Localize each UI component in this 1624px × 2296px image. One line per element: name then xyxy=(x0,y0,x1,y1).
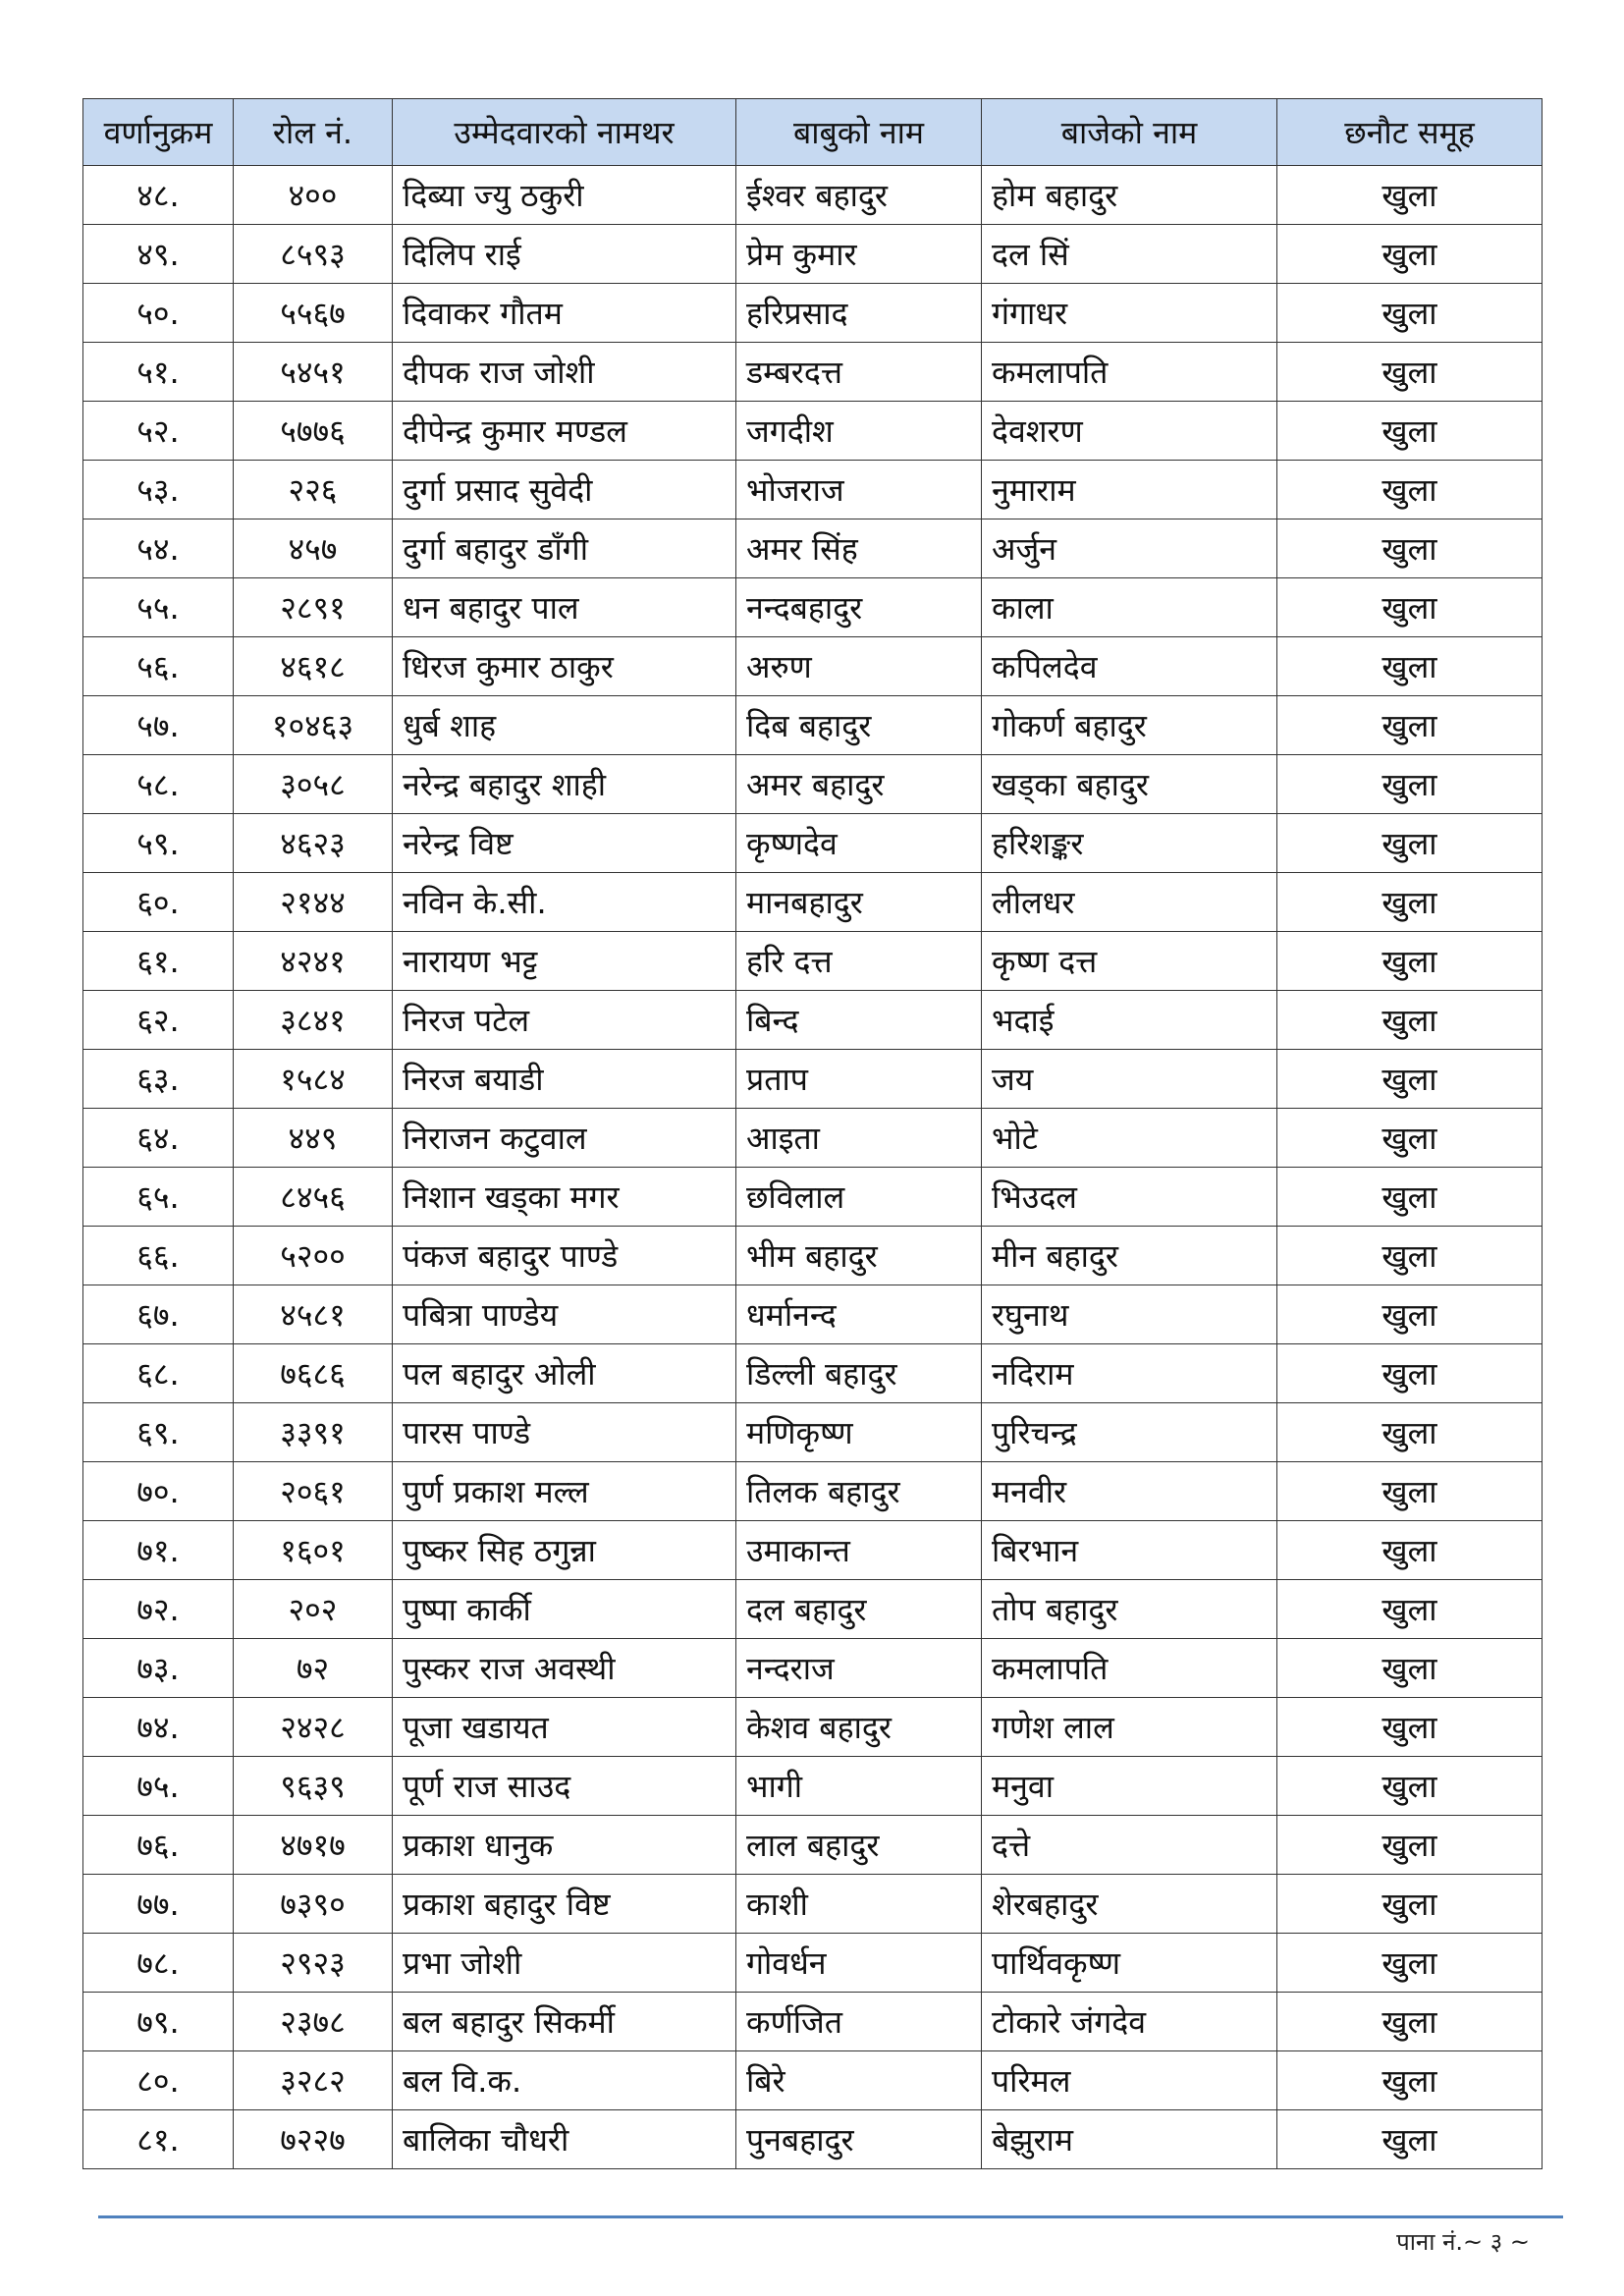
cell-father-name: केशव बहादुर xyxy=(736,1698,982,1757)
cell-roll: ४६२३ xyxy=(234,814,393,873)
cell-serial: ५०. xyxy=(83,284,234,343)
cell-serial: ५२. xyxy=(83,402,234,461)
cell-group: खुला xyxy=(1277,1227,1543,1285)
cell-candidate-name: पल बहादुर ओली xyxy=(393,1344,736,1403)
cell-father-name: नन्दबहादुर xyxy=(736,578,982,637)
cell-candidate-name: बल बहादुर सिकर्मी xyxy=(393,1993,736,2051)
table-row xyxy=(83,461,1543,519)
cell-candidate-name: दिवाकर गौतम xyxy=(393,284,736,343)
cell-group: खुला xyxy=(1277,1168,1543,1227)
cell-grandfather-name: मनवीर xyxy=(982,1462,1277,1521)
cell-roll: ५४५१ xyxy=(234,343,393,402)
cell-candidate-name: प्रभा जोशी xyxy=(393,1934,736,1993)
cell-serial: ८१. xyxy=(83,2110,234,2169)
cell-serial: ६९. xyxy=(83,1403,234,1462)
table-row xyxy=(83,1521,1543,1580)
cell-grandfather-name: गंगाधर xyxy=(982,284,1277,343)
table-row xyxy=(83,1580,1543,1639)
cell-group: खुला xyxy=(1277,637,1543,696)
cell-serial: ७२. xyxy=(83,1580,234,1639)
table-header xyxy=(83,99,1543,166)
cell-roll: ३२८२ xyxy=(234,2051,393,2110)
cell-grandfather-name: पुरिचन्द्र xyxy=(982,1403,1277,1462)
cell-father-name: छविलाल xyxy=(736,1168,982,1227)
cell-roll: ९६३९ xyxy=(234,1757,393,1816)
cell-grandfather-name: मीन बहादुर xyxy=(982,1227,1277,1285)
cell-serial: ७६. xyxy=(83,1816,234,1875)
table-row xyxy=(83,1403,1543,1462)
cell-serial: ८०. xyxy=(83,2051,234,2110)
cell-candidate-name: पारस पाण्डे xyxy=(393,1403,736,1462)
cell-candidate-name: नविन के.सी. xyxy=(393,873,736,932)
cell-father-name: काशी xyxy=(736,1875,982,1934)
cell-roll: ५२०० xyxy=(234,1227,393,1285)
cell-roll: ३०५८ xyxy=(234,755,393,814)
table-row xyxy=(83,755,1543,814)
cell-serial: ६७. xyxy=(83,1285,234,1344)
cell-serial: ६०. xyxy=(83,873,234,932)
cell-roll: ७३९० xyxy=(234,1875,393,1934)
cell-roll: ५७७६ xyxy=(234,402,393,461)
table-row xyxy=(83,1757,1543,1816)
table-row xyxy=(83,343,1543,402)
cell-roll: १६०१ xyxy=(234,1521,393,1580)
cell-candidate-name: दिब्या ज्यु ठकुरी xyxy=(393,166,736,225)
table-row xyxy=(83,637,1543,696)
table-row xyxy=(83,1698,1543,1757)
header-serial: वर्णानुक्रम xyxy=(83,99,234,166)
cell-group: खुला xyxy=(1277,755,1543,814)
table-row xyxy=(83,1168,1543,1227)
results-table xyxy=(82,98,1543,2169)
cell-group: खुला xyxy=(1277,932,1543,991)
cell-candidate-name: नरेन्द्र बहादुर शाही xyxy=(393,755,736,814)
cell-roll: ४४९ xyxy=(234,1109,393,1168)
cell-candidate-name: प्रकाश धानुक xyxy=(393,1816,736,1875)
cell-grandfather-name: काला xyxy=(982,578,1277,637)
cell-father-name: नन्दराज xyxy=(736,1639,982,1698)
cell-serial: ५६. xyxy=(83,637,234,696)
cell-roll: २४२८ xyxy=(234,1698,393,1757)
table-row xyxy=(83,991,1543,1050)
cell-father-name: हरिप्रसाद xyxy=(736,284,982,343)
table-row xyxy=(83,225,1543,284)
cell-candidate-name: धिरज कुमार ठाकुर xyxy=(393,637,736,696)
table-row xyxy=(83,284,1543,343)
cell-candidate-name: पूजा खडायत xyxy=(393,1698,736,1757)
table-row xyxy=(83,814,1543,873)
cell-candidate-name: दुर्गा बहादुर डाँगी xyxy=(393,519,736,578)
cell-father-name: प्रताप xyxy=(736,1050,982,1109)
cell-candidate-name: नरेन्द्र विष्ट xyxy=(393,814,736,873)
cell-father-name: डिल्ली बहादुर xyxy=(736,1344,982,1403)
cell-grandfather-name: तोप बहादुर xyxy=(982,1580,1277,1639)
cell-group: खुला xyxy=(1277,284,1543,343)
cell-grandfather-name: दल सिं xyxy=(982,225,1277,284)
cell-grandfather-name: बिरभान xyxy=(982,1521,1277,1580)
cell-father-name: भोजराज xyxy=(736,461,982,519)
cell-group: खुला xyxy=(1277,1403,1543,1462)
header-father-name: बाबुको नाम xyxy=(736,99,982,166)
cell-father-name: प्रेम कुमार xyxy=(736,225,982,284)
cell-serial: ७५. xyxy=(83,1757,234,1816)
cell-serial: ६८. xyxy=(83,1344,234,1403)
cell-group: खुला xyxy=(1277,1698,1543,1757)
cell-grandfather-name: मनुवा xyxy=(982,1757,1277,1816)
table-row xyxy=(83,1639,1543,1698)
cell-group: खुला xyxy=(1277,461,1543,519)
cell-candidate-name: पबित्रा पाण्डेय xyxy=(393,1285,736,1344)
cell-candidate-name: दिलिप राई xyxy=(393,225,736,284)
cell-group: खुला xyxy=(1277,1757,1543,1816)
cell-roll: ८५९३ xyxy=(234,225,393,284)
cell-father-name: आइता xyxy=(736,1109,982,1168)
cell-roll: ४७१७ xyxy=(234,1816,393,1875)
cell-roll: ७६८६ xyxy=(234,1344,393,1403)
cell-group: खुला xyxy=(1277,1521,1543,1580)
cell-roll: २०२ xyxy=(234,1580,393,1639)
cell-father-name: धर्मानन्द xyxy=(736,1285,982,1344)
table-row xyxy=(83,166,1543,225)
cell-serial: ७९. xyxy=(83,1993,234,2051)
cell-father-name: मानबहादुर xyxy=(736,873,982,932)
cell-group: खुला xyxy=(1277,1934,1543,1993)
footer-divider xyxy=(98,2215,1563,2218)
cell-grandfather-name: परिमल xyxy=(982,2051,1277,2110)
cell-father-name: गोवर्धन xyxy=(736,1934,982,1993)
cell-father-name: हरि दत्त xyxy=(736,932,982,991)
cell-candidate-name: बल वि.क. xyxy=(393,2051,736,2110)
cell-grandfather-name: कमलापति xyxy=(982,1639,1277,1698)
cell-serial: ६२. xyxy=(83,991,234,1050)
cell-group: खुला xyxy=(1277,1639,1543,1698)
table-row xyxy=(83,1050,1543,1109)
cell-roll: ४५७ xyxy=(234,519,393,578)
cell-serial: ७८. xyxy=(83,1934,234,1993)
cell-group: खुला xyxy=(1277,873,1543,932)
cell-roll: ७२२७ xyxy=(234,2110,393,2169)
cell-father-name: डम्बरदत्त xyxy=(736,343,982,402)
cell-group: खुला xyxy=(1277,225,1543,284)
table-row xyxy=(83,873,1543,932)
cell-grandfather-name: टोकारे जंगदेव xyxy=(982,1993,1277,2051)
cell-grandfather-name: शेरबहादुर xyxy=(982,1875,1277,1934)
cell-roll: २३७८ xyxy=(234,1993,393,2051)
cell-serial: ५७. xyxy=(83,696,234,755)
header-candidate-name: उम्मेदवारको नामथर xyxy=(393,99,736,166)
cell-roll: २१४४ xyxy=(234,873,393,932)
cell-serial: ५१. xyxy=(83,343,234,402)
table-row xyxy=(83,1934,1543,1993)
cell-roll: ४०० xyxy=(234,166,393,225)
cell-father-name: बिन्द xyxy=(736,991,982,1050)
cell-candidate-name: बालिका चौधरी xyxy=(393,2110,736,2169)
cell-grandfather-name: नदिराम xyxy=(982,1344,1277,1403)
cell-roll: १०४६३ xyxy=(234,696,393,755)
header-grandfather-name: बाजेको नाम xyxy=(982,99,1277,166)
cell-group: खुला xyxy=(1277,1344,1543,1403)
cell-serial: ६६. xyxy=(83,1227,234,1285)
cell-group: खुला xyxy=(1277,1580,1543,1639)
cell-roll: १५८४ xyxy=(234,1050,393,1109)
cell-father-name: अमर बहादुर xyxy=(736,755,982,814)
cell-father-name: कृष्णदेव xyxy=(736,814,982,873)
table-row xyxy=(83,578,1543,637)
cell-grandfather-name: बेझुराम xyxy=(982,2110,1277,2169)
cell-grandfather-name: खड्का बहादुर xyxy=(982,755,1277,814)
cell-candidate-name: निरज पटेल xyxy=(393,991,736,1050)
cell-serial: ५५. xyxy=(83,578,234,637)
table-row xyxy=(83,1344,1543,1403)
cell-serial: ५३. xyxy=(83,461,234,519)
table-row xyxy=(83,696,1543,755)
cell-grandfather-name: हरिशङ्कर xyxy=(982,814,1277,873)
cell-serial: ७३. xyxy=(83,1639,234,1698)
cell-group: खुला xyxy=(1277,696,1543,755)
cell-grandfather-name: भिउदल xyxy=(982,1168,1277,1227)
table-row xyxy=(83,1227,1543,1285)
cell-father-name: ईश्वर बहादुर xyxy=(736,166,982,225)
cell-group: खुला xyxy=(1277,578,1543,637)
cell-grandfather-name: अर्जुन xyxy=(982,519,1277,578)
cell-serial: ५८. xyxy=(83,755,234,814)
cell-father-name: पुनबहादुर xyxy=(736,2110,982,2169)
table-row xyxy=(83,1875,1543,1934)
cell-serial: ६१. xyxy=(83,932,234,991)
cell-roll: ८४५६ xyxy=(234,1168,393,1227)
cell-group: खुला xyxy=(1277,2110,1543,2169)
cell-roll: २२६ xyxy=(234,461,393,519)
cell-grandfather-name: होम बहादुर xyxy=(982,166,1277,225)
cell-roll: ७२ xyxy=(234,1639,393,1698)
cell-grandfather-name: कृष्ण दत्त xyxy=(982,932,1277,991)
cell-grandfather-name: कपिलदेव xyxy=(982,637,1277,696)
cell-candidate-name: प्रकाश बहादुर विष्ट xyxy=(393,1875,736,1934)
cell-roll: ४६१८ xyxy=(234,637,393,696)
cell-grandfather-name: कमलापति xyxy=(982,343,1277,402)
header-roll: रोल नं. xyxy=(234,99,393,166)
cell-father-name: कर्णजित xyxy=(736,1993,982,2051)
cell-father-name: लाल बहादुर xyxy=(736,1816,982,1875)
cell-roll: ३८४१ xyxy=(234,991,393,1050)
cell-candidate-name: पुष्कर सिह ठगुन्ना xyxy=(393,1521,736,1580)
cell-roll: २९२३ xyxy=(234,1934,393,1993)
header-row xyxy=(83,99,1543,166)
cell-group: खुला xyxy=(1277,166,1543,225)
cell-candidate-name: निरज बयाडी xyxy=(393,1050,736,1109)
cell-father-name: जगदीश xyxy=(736,402,982,461)
cell-father-name: भागी xyxy=(736,1757,982,1816)
cell-group: खुला xyxy=(1277,814,1543,873)
cell-group: खुला xyxy=(1277,1993,1543,2051)
cell-candidate-name: दुर्गा प्रसाद सुवेदी xyxy=(393,461,736,519)
cell-roll: २०६१ xyxy=(234,1462,393,1521)
cell-serial: ४८. xyxy=(83,166,234,225)
cell-group: खुला xyxy=(1277,402,1543,461)
page-number: पाना नं.~ ३ ~ xyxy=(1396,2228,1530,2256)
cell-candidate-name: धुर्ब शाह xyxy=(393,696,736,755)
cell-serial: ५४. xyxy=(83,519,234,578)
header-group: छनौट समूह xyxy=(1277,99,1543,166)
cell-roll: ४२४१ xyxy=(234,932,393,991)
cell-serial: ७१. xyxy=(83,1521,234,1580)
cell-grandfather-name: भोटे xyxy=(982,1109,1277,1168)
cell-candidate-name: पुस्कर राज अवस्थी xyxy=(393,1639,736,1698)
cell-serial: ४९. xyxy=(83,225,234,284)
cell-candidate-name: निशान खड्का मगर xyxy=(393,1168,736,1227)
table-row xyxy=(83,1109,1543,1168)
cell-group: खुला xyxy=(1277,991,1543,1050)
table-row xyxy=(83,1462,1543,1521)
cell-father-name: तिलक बहादुर xyxy=(736,1462,982,1521)
cell-grandfather-name: जय xyxy=(982,1050,1277,1109)
cell-group: खुला xyxy=(1277,1875,1543,1934)
cell-candidate-name: दीपेन्द्र कुमार मण्डल xyxy=(393,402,736,461)
cell-serial: ७४. xyxy=(83,1698,234,1757)
cell-grandfather-name: गोकर्ण बहादुर xyxy=(982,696,1277,755)
cell-candidate-name: पुष्पा कार्की xyxy=(393,1580,736,1639)
cell-grandfather-name: पार्थिवकृष्ण xyxy=(982,1934,1277,1993)
cell-father-name: अरुण xyxy=(736,637,982,696)
cell-roll: ३३९१ xyxy=(234,1403,393,1462)
table-row xyxy=(83,2110,1543,2169)
cell-group: खुला xyxy=(1277,1462,1543,1521)
cell-candidate-name: पुर्ण प्रकाश मल्ल xyxy=(393,1462,736,1521)
cell-candidate-name: पंकज बहादुर पाण्डे xyxy=(393,1227,736,1285)
cell-grandfather-name: दत्ते xyxy=(982,1816,1277,1875)
table-row xyxy=(83,932,1543,991)
cell-grandfather-name: रघुनाथ xyxy=(982,1285,1277,1344)
cell-serial: ६४. xyxy=(83,1109,234,1168)
cell-candidate-name: नारायण भट्ट xyxy=(393,932,736,991)
table-row xyxy=(83,2051,1543,2110)
cell-roll: ५५६७ xyxy=(234,284,393,343)
cell-group: खुला xyxy=(1277,343,1543,402)
cell-father-name: दिब बहादुर xyxy=(736,696,982,755)
cell-group: खुला xyxy=(1277,519,1543,578)
cell-group: खुला xyxy=(1277,1109,1543,1168)
cell-father-name: भीम बहादुर xyxy=(736,1227,982,1285)
cell-serial: ७७. xyxy=(83,1875,234,1934)
cell-father-name: दल बहादुर xyxy=(736,1580,982,1639)
cell-candidate-name: निराजन कटुवाल xyxy=(393,1109,736,1168)
table-row xyxy=(83,1993,1543,2051)
cell-group: खुला xyxy=(1277,1285,1543,1344)
cell-grandfather-name: गणेश लाल xyxy=(982,1698,1277,1757)
cell-serial: ५९. xyxy=(83,814,234,873)
cell-candidate-name: पूर्ण राज साउद xyxy=(393,1757,736,1816)
cell-candidate-name: दीपक राज जोशी xyxy=(393,343,736,402)
cell-father-name: मणिकृष्ण xyxy=(736,1403,982,1462)
table-row xyxy=(83,1816,1543,1875)
cell-father-name: अमर सिंह xyxy=(736,519,982,578)
table-row xyxy=(83,402,1543,461)
table-row xyxy=(83,519,1543,578)
cell-grandfather-name: भदाई xyxy=(982,991,1277,1050)
table-row xyxy=(83,1285,1543,1344)
cell-grandfather-name: नुमाराम xyxy=(982,461,1277,519)
cell-candidate-name: धन बहादुर पाल xyxy=(393,578,736,637)
cell-group: खुला xyxy=(1277,1816,1543,1875)
cell-father-name: उमाकान्त xyxy=(736,1521,982,1580)
table-body xyxy=(83,166,1543,2169)
cell-serial: ६५. xyxy=(83,1168,234,1227)
cell-grandfather-name: देवशरण xyxy=(982,402,1277,461)
cell-serial: ७०. xyxy=(83,1462,234,1521)
cell-serial: ६३. xyxy=(83,1050,234,1109)
cell-grandfather-name: लीलधर xyxy=(982,873,1277,932)
cell-group: खुला xyxy=(1277,1050,1543,1109)
cell-group: खुला xyxy=(1277,2051,1543,2110)
cell-father-name: बिरे xyxy=(736,2051,982,2110)
cell-roll: २८९१ xyxy=(234,578,393,637)
cell-roll: ४५८१ xyxy=(234,1285,393,1344)
